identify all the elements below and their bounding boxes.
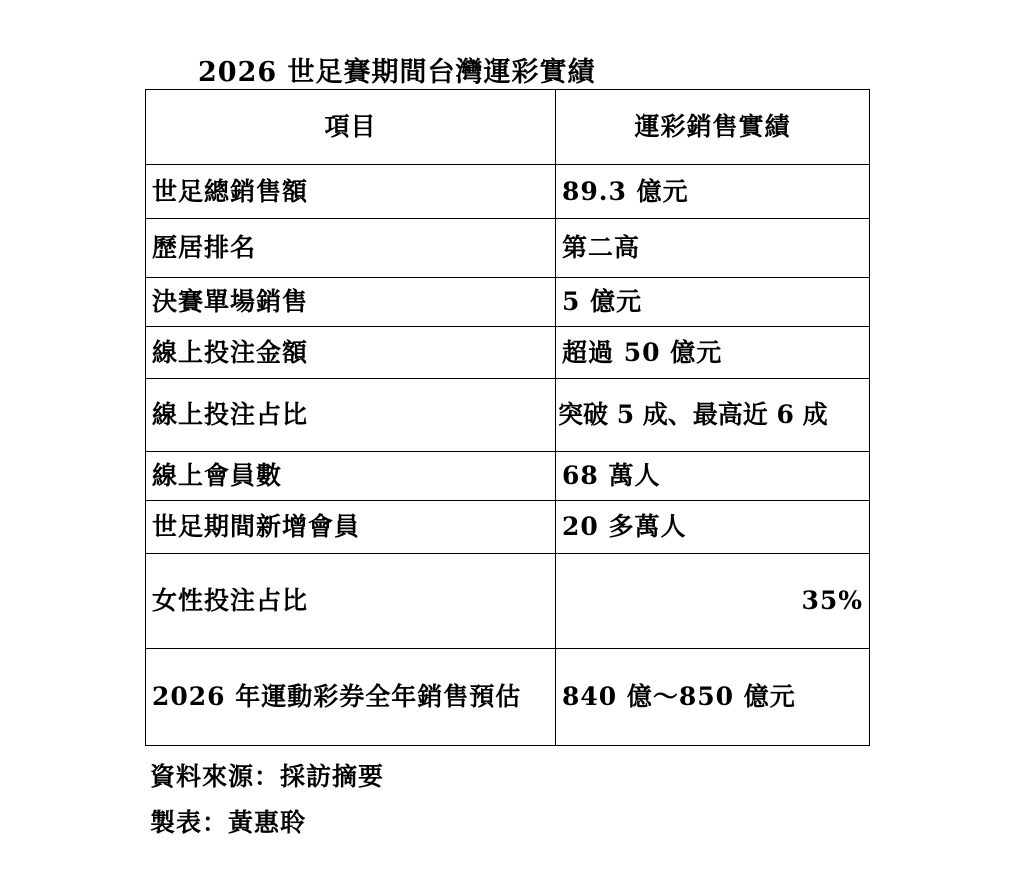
row-value: 5 億元 [556, 278, 870, 327]
row-label: 歷居排名 [146, 219, 556, 278]
row-label: 線上投注占比 [146, 379, 556, 452]
sales-table [145, 89, 870, 746]
row-label: 線上投注金額 [146, 327, 556, 379]
row-label: 世足總銷售額 [146, 165, 556, 219]
row-label: 世足期間新增會員 [146, 501, 556, 554]
table-row [146, 649, 870, 746]
row-label: 2026 年運動彩券全年銷售預估 [146, 649, 556, 746]
table-row [146, 278, 870, 327]
row-value: 68 萬人 [556, 452, 870, 501]
column-header-sales: 運彩銷售實績 [556, 90, 870, 165]
column-header-item: 項目 [146, 90, 556, 165]
table-row [146, 327, 870, 379]
row-value: 89.3 億元 [556, 165, 870, 219]
table-row [146, 501, 870, 554]
data-source-note: 資料來源：採訪摘要 [150, 762, 385, 791]
row-value: 35% [556, 554, 870, 649]
row-label: 線上會員數 [146, 452, 556, 501]
table-row [146, 452, 870, 501]
row-value: 20 多萬人 [556, 501, 870, 554]
row-label: 女性投注占比 [146, 554, 556, 649]
row-value: 突破 5 成、最高近 6 成 [556, 379, 870, 452]
author-note: 製表：黃惠聆 [150, 808, 307, 837]
row-value: 超過 50 億元 [556, 327, 870, 379]
table-row [146, 554, 870, 649]
table-title: 2026 世足賽期間台灣運彩實績 [198, 57, 596, 88]
table-header-row [146, 90, 870, 165]
table-row [146, 165, 870, 219]
row-value: 第二高 [556, 219, 870, 278]
table-row [146, 379, 870, 452]
table-row [146, 219, 870, 278]
row-value: 840 億～850 億元 [556, 649, 870, 746]
row-label: 決賽單場銷售 [146, 278, 556, 327]
